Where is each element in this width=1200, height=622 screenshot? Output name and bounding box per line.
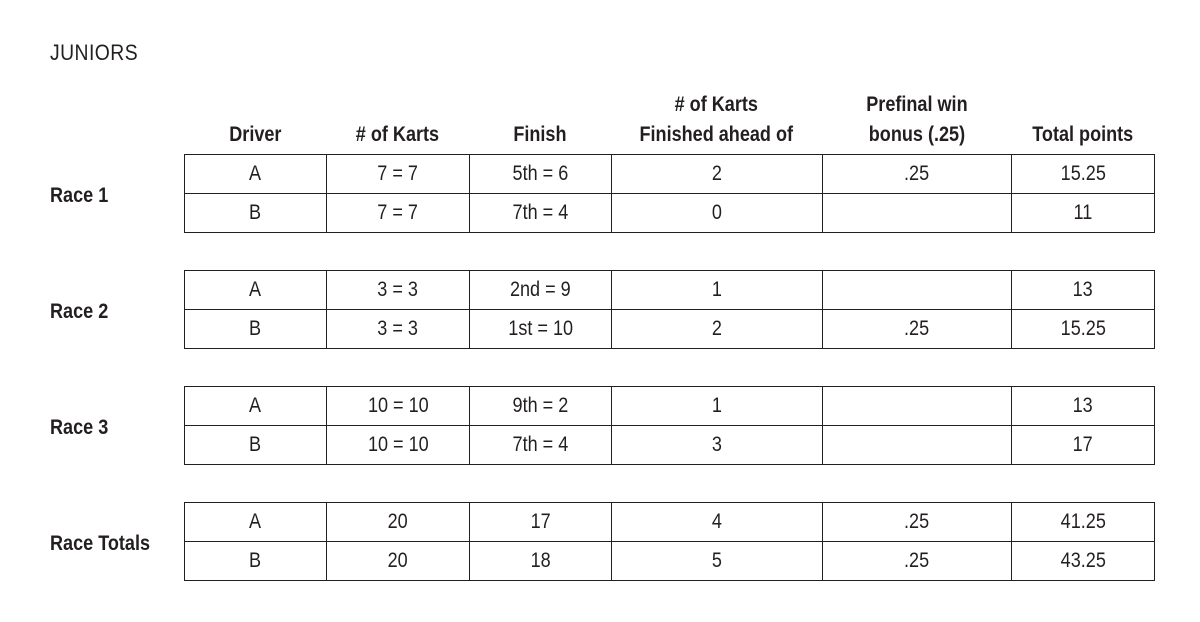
cell-karts: 7 = 7 [327, 155, 470, 194]
race-table [184, 502, 1155, 581]
cell-finish: 17 [470, 503, 612, 542]
cell-bonus [823, 271, 1012, 310]
table-row [185, 503, 1155, 542]
race-label: Race 1 [50, 184, 109, 207]
table-row [185, 542, 1155, 581]
cell-driver: B [185, 310, 327, 349]
table-row [185, 310, 1155, 349]
cell-ahead: 0 [612, 194, 823, 233]
cell-bonus [823, 387, 1012, 426]
race-label: Race Totals [50, 532, 151, 555]
cell-ahead: 3 [612, 426, 823, 465]
cell-total: 13 [1012, 387, 1155, 426]
race-label: Race 2 [50, 300, 109, 323]
cell-karts: 3 = 3 [327, 271, 470, 310]
cell-ahead: 2 [612, 310, 823, 349]
race-label: Race 3 [50, 416, 109, 439]
cell-finish: 1st = 10 [470, 310, 612, 349]
column-header-driver: Driver [228, 123, 282, 146]
table-row [185, 426, 1155, 465]
cell-karts: 7 = 7 [327, 194, 470, 233]
cell-karts: 10 = 10 [327, 426, 470, 465]
column-header-prefinal-bonus: Prefinal win bonus (.25) [865, 93, 968, 146]
cell-karts: 10 = 10 [327, 387, 470, 426]
cell-driver: A [185, 271, 327, 310]
cell-ahead: 5 [612, 542, 823, 581]
cell-karts: 3 = 3 [327, 310, 470, 349]
cell-karts: 20 [327, 542, 470, 581]
cell-total: 15.25 [1012, 155, 1155, 194]
cell-total: 41.25 [1012, 503, 1155, 542]
column-header-finish: Finish [513, 123, 567, 146]
table-row [185, 155, 1155, 194]
cell-finish: 5th = 6 [470, 155, 612, 194]
table-row [185, 387, 1155, 426]
cell-total: 15.25 [1012, 310, 1155, 349]
cell-finish: 2nd = 9 [470, 271, 612, 310]
race-table [184, 270, 1155, 349]
cell-driver: A [185, 155, 327, 194]
cell-driver: A [185, 503, 327, 542]
cell-driver: B [185, 194, 327, 233]
cell-driver: B [185, 426, 327, 465]
cell-driver: B [185, 542, 327, 581]
cell-bonus [823, 426, 1012, 465]
column-header-total-points: Total points [1032, 123, 1133, 146]
cell-ahead: 1 [612, 387, 823, 426]
cell-finish: 9th = 2 [470, 387, 612, 426]
cell-bonus: .25 [823, 503, 1012, 542]
cell-finish: 7th = 4 [470, 194, 612, 233]
cell-finish: 18 [470, 542, 612, 581]
cell-bonus [823, 194, 1012, 233]
cell-total: 43.25 [1012, 542, 1155, 581]
cell-bonus: .25 [823, 310, 1012, 349]
cell-bonus: .25 [823, 542, 1012, 581]
cell-bonus: .25 [823, 155, 1012, 194]
column-header-karts-finished-ahead: # of Karts Finished ahead of [639, 93, 794, 146]
cell-ahead: 2 [612, 155, 823, 194]
table-row [185, 194, 1155, 233]
cell-ahead: 1 [612, 271, 823, 310]
cell-driver: A [185, 387, 327, 426]
cell-ahead: 4 [612, 503, 823, 542]
race-table [184, 154, 1155, 233]
cell-karts: 20 [327, 503, 470, 542]
column-header-num-karts: # of Karts [355, 123, 440, 146]
table-row [185, 271, 1155, 310]
page-title: JUNIORS [50, 40, 139, 65]
cell-total: 17 [1012, 426, 1155, 465]
cell-finish: 7th = 4 [470, 426, 612, 465]
cell-total: 11 [1012, 194, 1155, 233]
cell-total: 13 [1012, 271, 1155, 310]
race-table [184, 386, 1155, 465]
